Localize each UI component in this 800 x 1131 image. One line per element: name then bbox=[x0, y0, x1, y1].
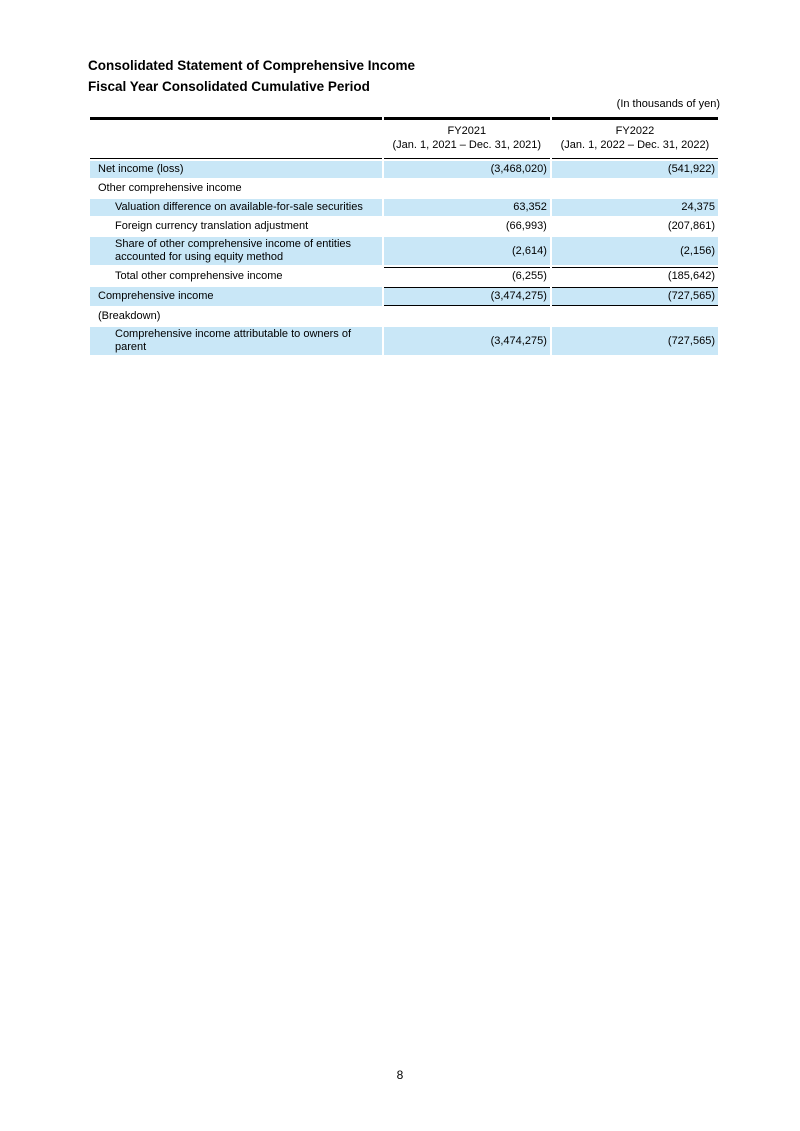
row-label: Total other comprehensive income bbox=[90, 267, 382, 285]
table-row bbox=[90, 267, 718, 285]
row-label: Other comprehensive income bbox=[90, 180, 382, 197]
fy2022-value: (185,642) bbox=[552, 267, 718, 285]
unit-note: (In thousands of yen) bbox=[616, 98, 720, 110]
row-label: Valuation difference on available-for-sale securities bbox=[90, 199, 382, 216]
fy2022-value bbox=[552, 180, 718, 197]
header-fy2021 bbox=[384, 117, 550, 159]
header-label-cell bbox=[90, 117, 382, 159]
table-row bbox=[90, 327, 718, 355]
row-label: Comprehensive income bbox=[90, 287, 382, 306]
page-number: 8 bbox=[396, 1068, 404, 1082]
fy2022-value: (541,922) bbox=[552, 161, 718, 178]
fy2021-value: (3,468,020) bbox=[384, 161, 550, 178]
fy2022-value: (727,565) bbox=[552, 327, 718, 355]
document-page bbox=[88, 55, 720, 357]
page-subtitle: Fiscal Year Consolidated Cumulative Period bbox=[88, 79, 370, 94]
fy2022-value: (2,156) bbox=[552, 237, 718, 265]
row-label: Foreign currency translation adjustment bbox=[90, 218, 382, 235]
row-label: (Breakdown) bbox=[90, 308, 382, 325]
table-row bbox=[90, 287, 718, 306]
table-row bbox=[90, 308, 718, 325]
header-fy2021-period: (Jan. 1, 2021 – Dec. 31, 2021) bbox=[392, 139, 542, 151]
fy2021-value: (66,993) bbox=[384, 218, 550, 235]
table-header-row bbox=[90, 117, 718, 159]
row-label: Net income (loss) bbox=[90, 161, 382, 178]
table-row bbox=[90, 199, 718, 216]
fy2021-value bbox=[384, 308, 550, 325]
table-row bbox=[90, 161, 718, 178]
table-row bbox=[90, 237, 718, 265]
header-fy2022 bbox=[552, 117, 718, 159]
header-fy2021-year: FY2021 bbox=[447, 125, 487, 137]
fy2022-value: (727,565) bbox=[552, 287, 718, 306]
fy2021-value: (6,255) bbox=[384, 267, 550, 285]
table-row bbox=[90, 180, 718, 197]
header-fy2022-year: FY2022 bbox=[615, 125, 655, 137]
table-row bbox=[90, 218, 718, 235]
row-label: Share of other comprehensive income of entities accounted for using equity method bbox=[90, 237, 382, 265]
fy2022-value bbox=[552, 308, 718, 325]
fy2022-value: (207,861) bbox=[552, 218, 718, 235]
fy2021-value bbox=[384, 180, 550, 197]
table-body bbox=[90, 161, 718, 355]
row-label: Comprehensive income attributable to owners of parent bbox=[90, 327, 382, 355]
fy2021-value: (3,474,275) bbox=[384, 287, 550, 306]
fy2021-value: (3,474,275) bbox=[384, 327, 550, 355]
header-fy2022-period: (Jan. 1, 2022 – Dec. 31, 2022) bbox=[560, 139, 710, 151]
fy2022-value: 24,375 bbox=[552, 199, 718, 216]
page-title: Consolidated Statement of Comprehensive Income bbox=[88, 58, 416, 73]
fy2021-value: (2,614) bbox=[384, 237, 550, 265]
comprehensive-income-table bbox=[88, 115, 720, 357]
fy2021-value: 63,352 bbox=[384, 199, 550, 216]
